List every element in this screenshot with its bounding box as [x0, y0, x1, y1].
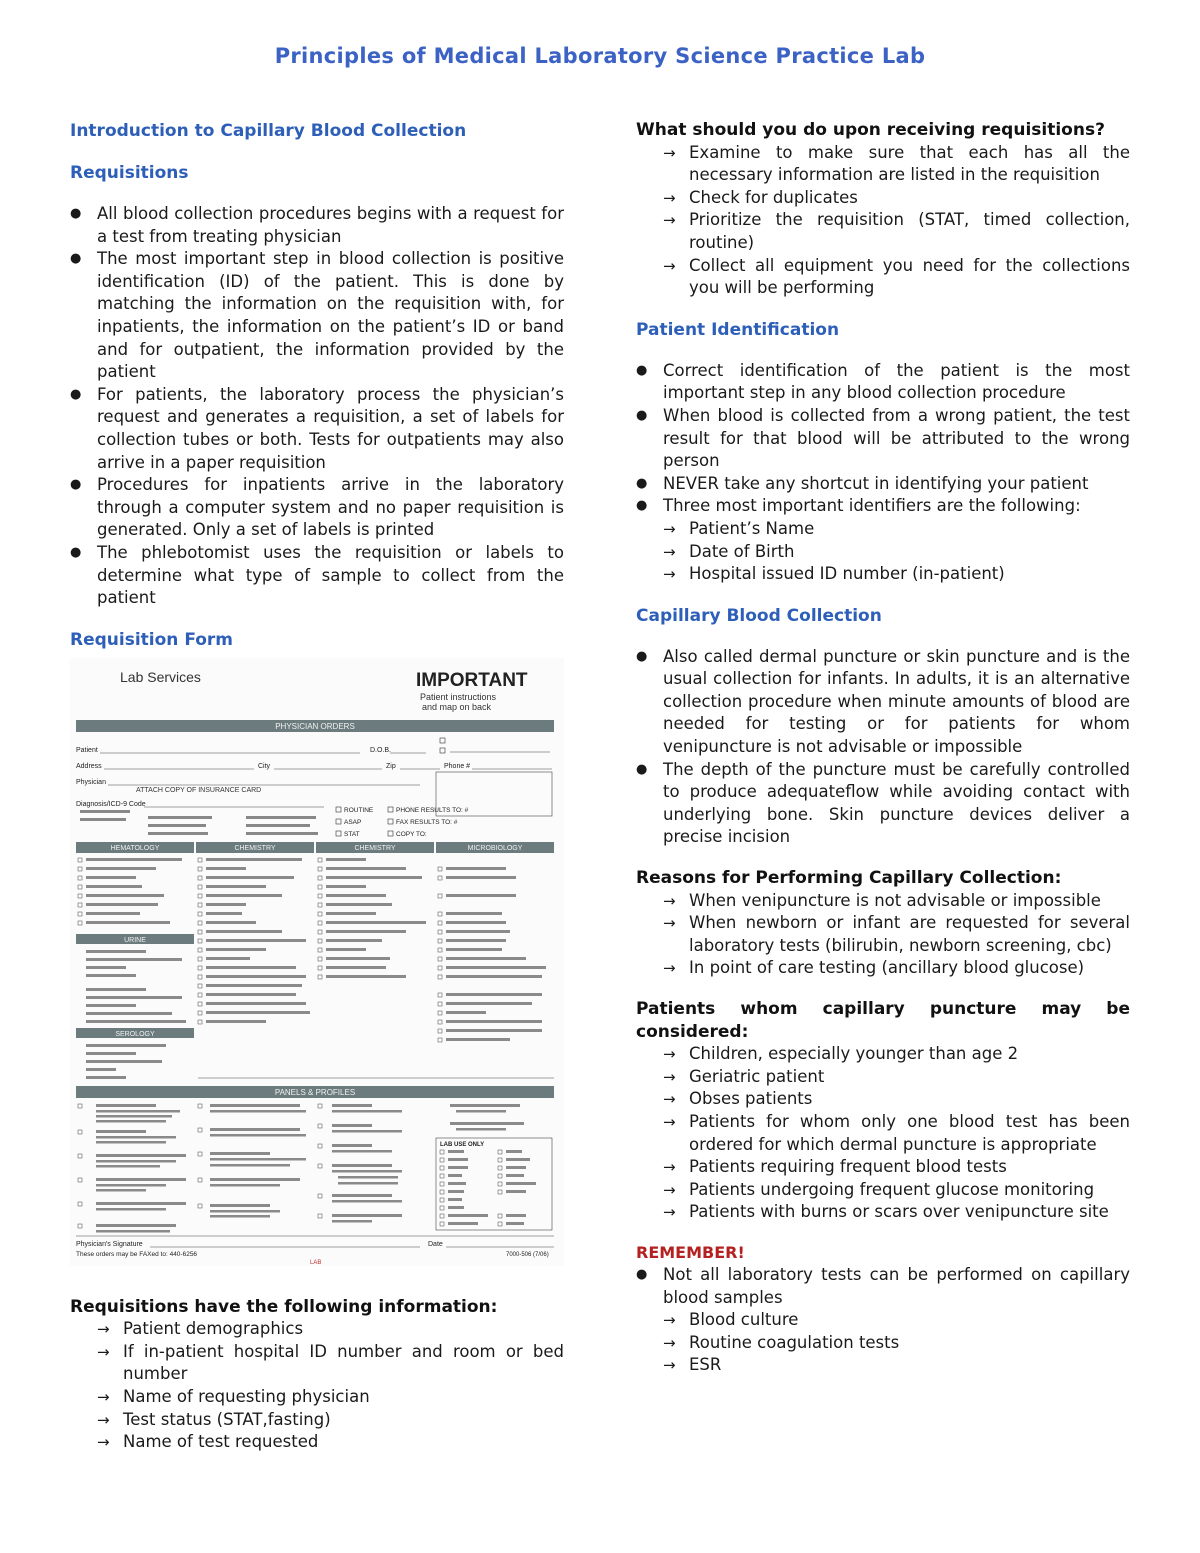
list-item: → Patient demographics [97, 1318, 564, 1341]
form-diagnosis-label: Diagnosis/ICD-9 Code [76, 800, 146, 808]
list-item: ● NEVER take any shortcut in identifying your patient [636, 473, 1130, 496]
list-item: → When venipuncture is not advisable or impossible [663, 890, 1130, 913]
list-item: ● Three most important identifiers are the following: [636, 495, 1130, 518]
form-city-label: City [258, 762, 271, 770]
list-item: ● Correct identification of the patient is the most important step in any blood collection procedure [636, 360, 1130, 405]
info-heading: Requisitions have the following information: [70, 1296, 498, 1317]
capillary-list [636, 646, 1130, 849]
form-copy-to: COPY TO: [396, 830, 427, 838]
list-item: → Test status (STAT,fasting) [97, 1409, 564, 1432]
form-urine: URINE [124, 936, 146, 944]
list-item: → Examine to make sure that each has all the necessary information are listed in the requisition [663, 142, 1130, 187]
form-physician-orders: PHYSICIAN ORDERS [275, 721, 355, 731]
form-lab-use-only: LAB USE ONLY [440, 1141, 485, 1148]
form-phone-label: Phone # [444, 762, 471, 770]
list-item: ● Not all laboratory tests can be performed on capillary blood samples [636, 1264, 1130, 1309]
page-title: Principles of Medical Laboratory Science Practice Lab [274, 44, 926, 68]
form-chemistry-2: CHEMISTRY [354, 844, 396, 852]
form-panels: PANELS & PROFILES [274, 1087, 356, 1097]
list-item: → Geriatric patient [663, 1066, 1130, 1089]
form-lab-services: Lab Services [120, 668, 201, 685]
list-item: ● The most important step in blood collection is positive identification (ID) of the patient. This is done by matching the information on the requisition with, for inpatients, the information on the patient’s ID or band and for outpatient, the information provided by the patient [70, 248, 564, 384]
list-item: → Obses patients [663, 1088, 1130, 1111]
form-patient-label: Patient [76, 746, 98, 754]
list-item: → Patients undergoing frequent glucose monitoring [663, 1179, 1130, 1202]
list-item: → Patients for whom only one blood test has been ordered for which dermal puncture is appropriate [663, 1111, 1130, 1156]
list-item: ● All blood collection procedures begins with a request for a test from treating physician [70, 203, 564, 248]
form-lab-mark: LAB [310, 1259, 322, 1266]
remember-list [636, 1264, 1130, 1309]
remember-heading: REMEMBER! [636, 1242, 745, 1262]
requisitions-list [70, 203, 564, 610]
list-item: → Prioritize the requisition (STAT, timed collection, routine) [663, 209, 1130, 254]
list-item: ● The depth of the puncture must be carefully controlled to produce adequateflow while avoiding contact with underlying bone. Skin puncture devices deliver a precise incision [636, 759, 1130, 849]
info-list [70, 1318, 564, 1454]
patient-identification-list [636, 360, 1130, 518]
receiving-heading: What should you do upon receiving requisitions? [636, 120, 1105, 140]
list-item: → Children, especially younger than age 2 [663, 1043, 1130, 1066]
form-date-label: Date [428, 1240, 443, 1248]
right-column [636, 119, 1130, 1377]
list-item: → Hospital issued ID number (in-patient) [663, 563, 1130, 586]
patient-identification-heading: Patient Identification [636, 319, 840, 340]
requisition-form-image [70, 658, 564, 1266]
form-microbiology: MICROBIOLOGY [467, 844, 523, 852]
list-item: → In point of care testing (ancillary blood glucose) [663, 957, 1130, 980]
list-item: → Name of requesting physician [97, 1386, 564, 1409]
form-routine: ROUTINE [344, 806, 374, 814]
list-item: → Collect all equipment you need for the collections you will be performing [663, 255, 1130, 300]
list-item: → Date of Birth [663, 541, 1130, 564]
form-physician-label: Physician [76, 778, 106, 786]
list-item: → ESR [663, 1354, 1130, 1377]
remember-sub-list [636, 1309, 1130, 1377]
form-hematology: HEMATOLOGY [110, 844, 160, 852]
list-item: ● Also called dermal puncture or skin puncture and is the usual collection for infants. In adults, it is an alternative collection procedure when minute amounts of blood are needed for testing or for patients for whom venipuncture is not advisable or impossible [636, 646, 1130, 759]
capillary-heading: Capillary Blood Collection [636, 605, 882, 626]
requisitions-heading: Requisitions [70, 163, 189, 183]
patients-heading: Patients whom capillary puncture may be considered: [636, 999, 1130, 1042]
form-stat: STAT [344, 830, 360, 838]
form-serology: SEROLOGY [115, 1030, 155, 1038]
form-zip-label: Zip [386, 762, 396, 770]
list-item: → If in-patient hospital ID number and room or bed number [97, 1341, 564, 1386]
form-address-label: Address [76, 762, 102, 770]
list-item: ● The phlebotomist uses the requisition or labels to determine what type of sample to collect from the patient [70, 542, 564, 610]
form-signature: Physician's Signature [76, 1240, 143, 1248]
list-item: → Check for duplicates [663, 187, 1130, 210]
form-phone-results: PHONE RESULTS TO: # [396, 806, 469, 814]
list-item: ● When blood is collected from a wrong patient, the test result for that blood will be attributed to the wrong person [636, 405, 1130, 473]
form-important: IMPORTANT [416, 669, 528, 691]
reasons-list [636, 890, 1130, 980]
form-asap: ASAP [344, 818, 362, 826]
list-item: → Patients with burns or scars over venipuncture site [663, 1201, 1130, 1224]
form-fax-note: These orders may be FAXed to: 440-6256 [76, 1250, 198, 1258]
form-attach-label: ATTACH COPY OF INSURANCE CARD [136, 786, 262, 794]
receiving-list [636, 142, 1130, 300]
list-item: → Patients requiring frequent blood tests [663, 1156, 1130, 1179]
list-item: → Routine coagulation tests [663, 1332, 1130, 1355]
list-item: → When newborn or infant are requested for several laboratory tests (bilirubin, newborn screening, cbc) [663, 912, 1130, 957]
identifiers-list [636, 518, 1130, 586]
form-number: 7000-506 (7/06) [506, 1251, 549, 1258]
form-fax-results: FAX RESULTS TO: # [396, 818, 458, 826]
list-item: → Name of test requested [97, 1431, 564, 1454]
patients-list [636, 1043, 1130, 1224]
left-column [70, 119, 564, 1454]
list-item: → Blood culture [663, 1309, 1130, 1332]
reasons-heading: Reasons for Performing Capillary Collection: [636, 868, 1062, 889]
list-item: ● For patients, the laboratory process the physician’s request and generates a requisition, a set of labels for collection tubes or both. Tests for outpatients may also arrive in a paper requisition [70, 384, 564, 474]
list-item: → Patient’s Name [663, 518, 1130, 541]
intro-heading: Introduction to Capillary Blood Collection [70, 121, 467, 141]
form-chemistry: CHEMISTRY [234, 844, 276, 852]
form-dob-label: D.O.B. [370, 746, 392, 754]
form-important-sub1: Patient instructions [420, 691, 497, 702]
requisition-form-heading: Requisition Form [70, 629, 234, 650]
form-important-sub2: and map on back [422, 701, 492, 712]
list-item: ● Procedures for inpatients arrive in the laboratory through a computer system and no paper requisition is generated. Only a set of labels is printed [70, 474, 564, 542]
